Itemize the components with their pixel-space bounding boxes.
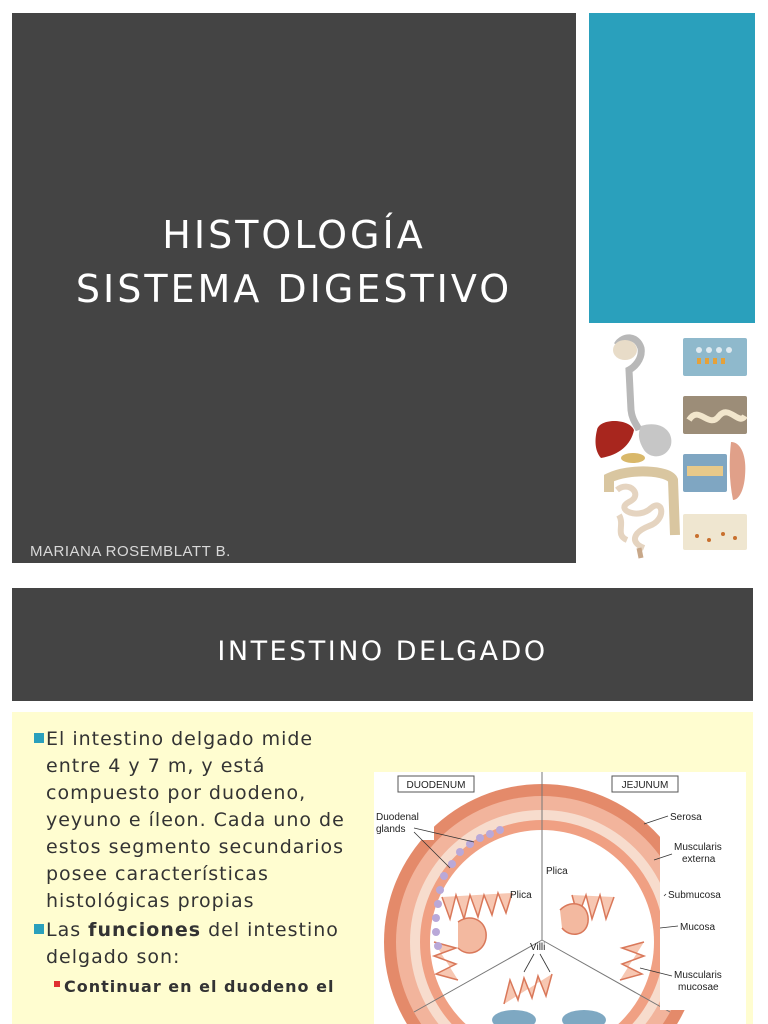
intestine-cross-section-diagram bbox=[374, 772, 746, 1024]
muscularis-externa-label-line1: Muscularis bbox=[674, 842, 722, 853]
liver-shape bbox=[596, 421, 634, 458]
bullet-list bbox=[34, 726, 354, 1000]
sub-bullet-item bbox=[34, 973, 354, 1000]
mouth-shape bbox=[613, 340, 637, 360]
rectum-shape bbox=[639, 548, 641, 558]
tissue-card-3-band bbox=[687, 466, 723, 476]
mucosa-label: Mucosa bbox=[680, 922, 716, 933]
sub-bullet-text: Continuar en el duodeno el bbox=[64, 977, 335, 996]
plica-center bbox=[560, 904, 588, 934]
villi-label: Villi bbox=[530, 942, 546, 953]
plica-left-label: Plica bbox=[510, 890, 532, 901]
bullet-text-bold: funciones bbox=[88, 919, 202, 941]
jejunum-label: JEJUNUM bbox=[621, 780, 669, 791]
submucosa-label: Submucosa bbox=[668, 890, 721, 901]
bullet-item bbox=[34, 726, 354, 915]
section-title: INTESTINO DELGADO bbox=[217, 636, 548, 667]
author-name: MARIANA ROSEMBLATT B. bbox=[30, 543, 231, 560]
section-title-panel bbox=[12, 588, 753, 701]
bullet-text: El intestino delgado mide entre 4 y 7 m, y está compuesto por duodeno, yeyuno e íleon. Cada uno de estos segmento secundarios posee características histológicas propias bbox=[46, 728, 345, 912]
serosa-label: Serosa bbox=[670, 812, 702, 823]
bullet-square-icon bbox=[34, 924, 44, 934]
digestive-system-illustration bbox=[589, 330, 755, 560]
title-slide-panel bbox=[12, 13, 576, 563]
sub-bullet-square-icon bbox=[54, 981, 60, 987]
villus-image bbox=[730, 442, 746, 500]
pancreas-shape bbox=[621, 453, 645, 463]
muscularis-mucosae-label-line1: Muscularis bbox=[674, 970, 722, 981]
title-line-1: HISTOLOGÍA bbox=[162, 213, 426, 257]
bullet-text-pre: Las bbox=[46, 919, 89, 941]
tissue-card-4 bbox=[683, 514, 747, 550]
tissue-card-1 bbox=[683, 338, 747, 376]
title-line-2: SISTEMA DIGESTIVO bbox=[75, 267, 513, 311]
accent-block bbox=[589, 13, 755, 323]
content-panel bbox=[12, 712, 753, 1024]
bullet-square-icon bbox=[34, 733, 44, 743]
duodenal-glands-label-line1: Duodenal bbox=[376, 812, 419, 823]
plica-left bbox=[458, 918, 486, 953]
slide-title bbox=[12, 208, 576, 316]
plica-center-label: Plica bbox=[546, 866, 568, 877]
small-intestine-shape bbox=[617, 487, 661, 548]
bullet-item bbox=[34, 917, 354, 971]
muscularis-mucosae-label-line2: mucosae bbox=[678, 982, 719, 993]
stomach-shape bbox=[639, 424, 672, 456]
digestive-system-image bbox=[589, 330, 755, 560]
bullet-text-post: del intestino delgado son: bbox=[46, 919, 339, 968]
duodenal-glands-label-line2: glands bbox=[376, 824, 406, 835]
muscularis-externa-label-line2: externa bbox=[682, 854, 716, 865]
duodenum-label: DUODENUM bbox=[406, 780, 466, 791]
